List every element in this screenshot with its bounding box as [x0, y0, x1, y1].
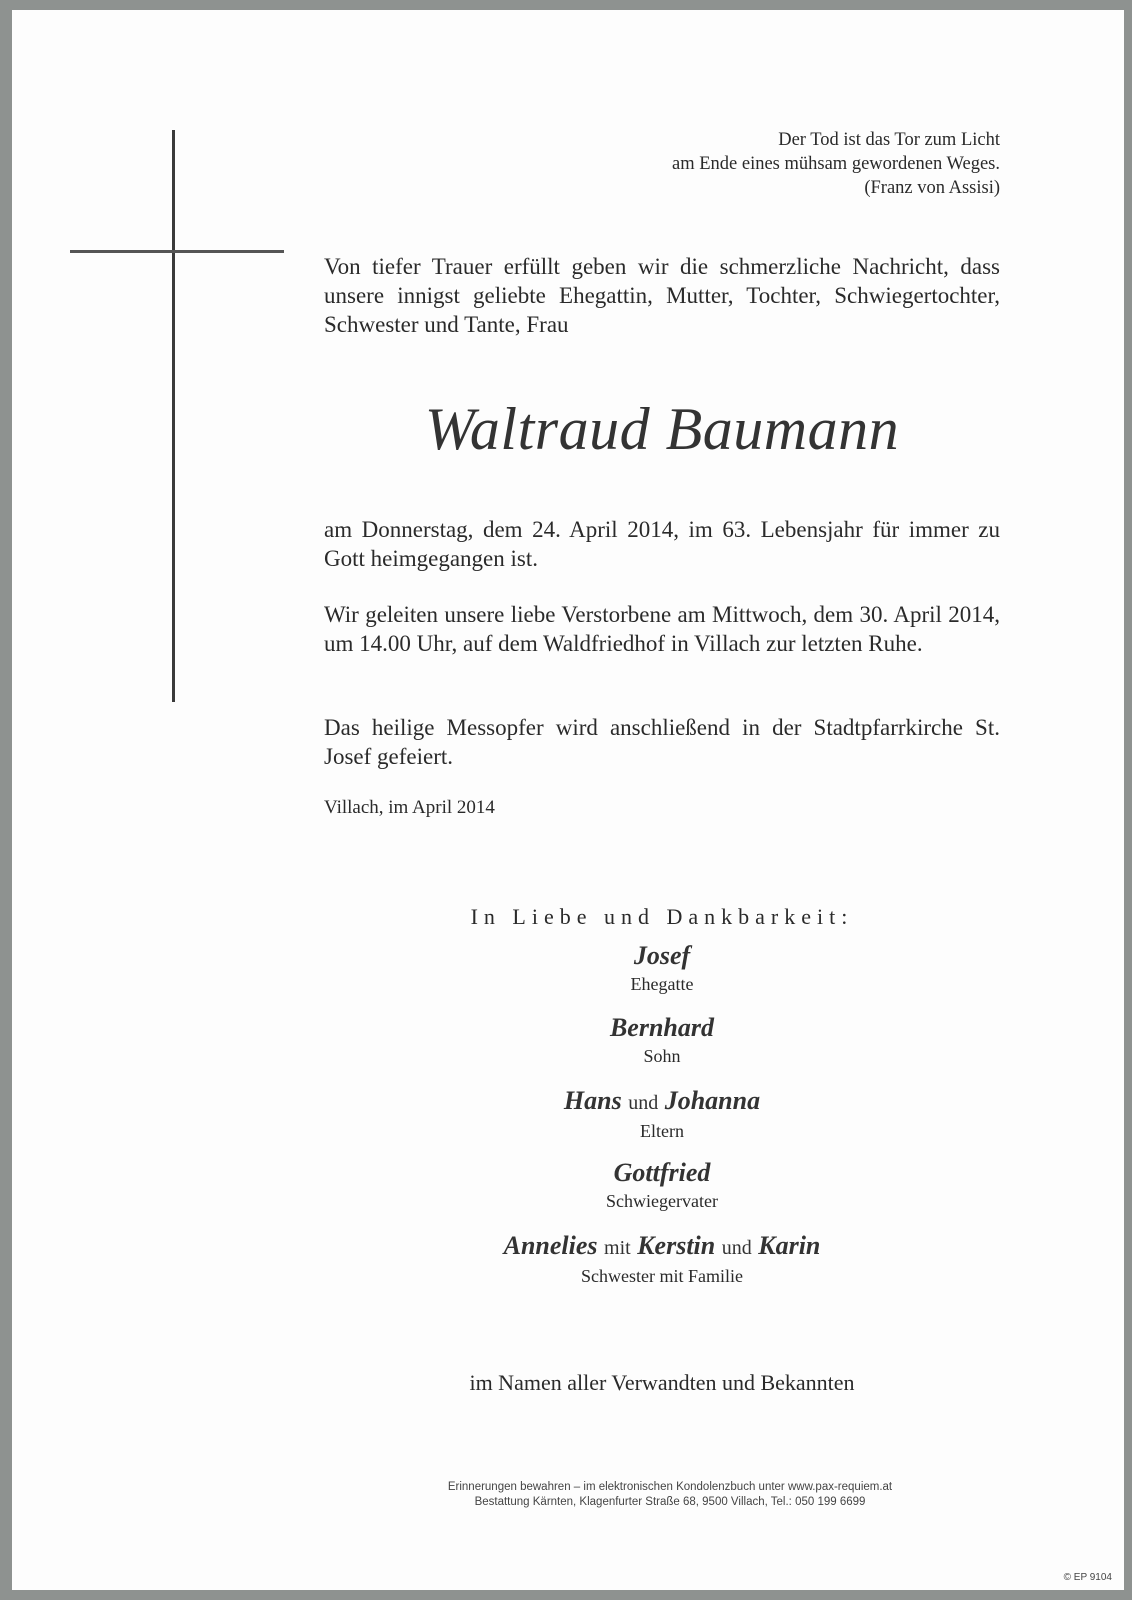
mourner-role: Schwester mit Familie: [581, 1266, 743, 1286]
cross-vertical-bar: [172, 130, 175, 702]
mourner-name: Gottfried: [613, 1158, 711, 1187]
death-paragraph: am Donnerstag, dem 24. April 2014, im 63. Lebensjahr für immer zu Gott heimgegangen ist.: [324, 517, 1000, 571]
mourner-name: Hans: [563, 1086, 622, 1115]
mourner-name: Johanna: [664, 1086, 761, 1115]
epigraph-quote: [560, 128, 1000, 200]
cross-horizontal-bar: [70, 250, 284, 253]
quote-line-1: Der Tod ist das Tor zum Licht: [778, 130, 1000, 150]
footer-kondolenz-line: Erinnerungen bewahren – im elektronischen Kondolenzbuch unter www.pax-requiem.at: [447, 1481, 893, 1493]
footer: [180, 1480, 1132, 1510]
deceased-name: Waltraud Baumann: [424, 396, 900, 462]
mourner-name: Kerstin: [637, 1231, 716, 1260]
funeral-paragraph: Wir geleiten unsere liebe Verstorbene am Mittwoch, dem 30. April 2014, um 14.00 Uhr, auf dem Waldfriedhof in Villach zur letzten Ruhe.: [324, 602, 1000, 656]
mourner-names: [324, 1230, 1000, 1264]
mourner-conjunction: mit: [604, 1237, 631, 1259]
place-date: Villach, im April 2014: [324, 797, 495, 818]
mourner-2: [324, 1012, 1000, 1068]
mourner-conjunction: und: [628, 1092, 659, 1114]
mourner-5: [324, 1230, 1000, 1288]
quote-line-2: am Ende eines mühsam gewordenen Weges.: [672, 154, 1000, 174]
intro-paragraph: Von tiefer Trauer erfüllt geben wir die schmerzliche Nachricht, dass unsere innigst geliebte Ehegattin, Mutter, Tochter, Schwiegertochter, Schwester und Tante, Frau: [324, 254, 1000, 337]
mourner-4: [324, 1157, 1000, 1213]
mourner-name: Karin: [758, 1231, 821, 1260]
mourner-name: Josef: [633, 941, 691, 970]
closing-line: im Namen aller Verwandten und Bekannten: [469, 1370, 855, 1395]
mourner-1: [324, 940, 1000, 996]
mourner-role: Schwiegervater: [606, 1191, 718, 1211]
mourner-role: Ehegatte: [630, 974, 694, 994]
mass-paragraph: Das heilige Messopfer wird anschließend in der Stadtpfarrkirche St. Josef gefeiert.: [324, 715, 1000, 769]
footer-address-line: Bestattung Kärnten, Klagenfurter Straße 68, 9500 Villach, Tel.: 050 199 6699: [474, 1496, 866, 1508]
mourner-role: Sohn: [643, 1046, 681, 1066]
mourner-name: Bernhard: [609, 1013, 715, 1042]
mourner-names: [324, 1085, 1000, 1119]
mourner-name: Annelies: [503, 1231, 598, 1260]
mourner-conjunction: und: [721, 1237, 752, 1259]
thanks-heading: In Liebe und Dankbarkeit:: [470, 904, 854, 929]
print-code: © EP 9104: [1063, 1572, 1112, 1583]
quote-author: (Franz von Assisi): [864, 178, 1000, 198]
mourner-3: [324, 1085, 1000, 1143]
mourner-role: Eltern: [640, 1121, 684, 1141]
